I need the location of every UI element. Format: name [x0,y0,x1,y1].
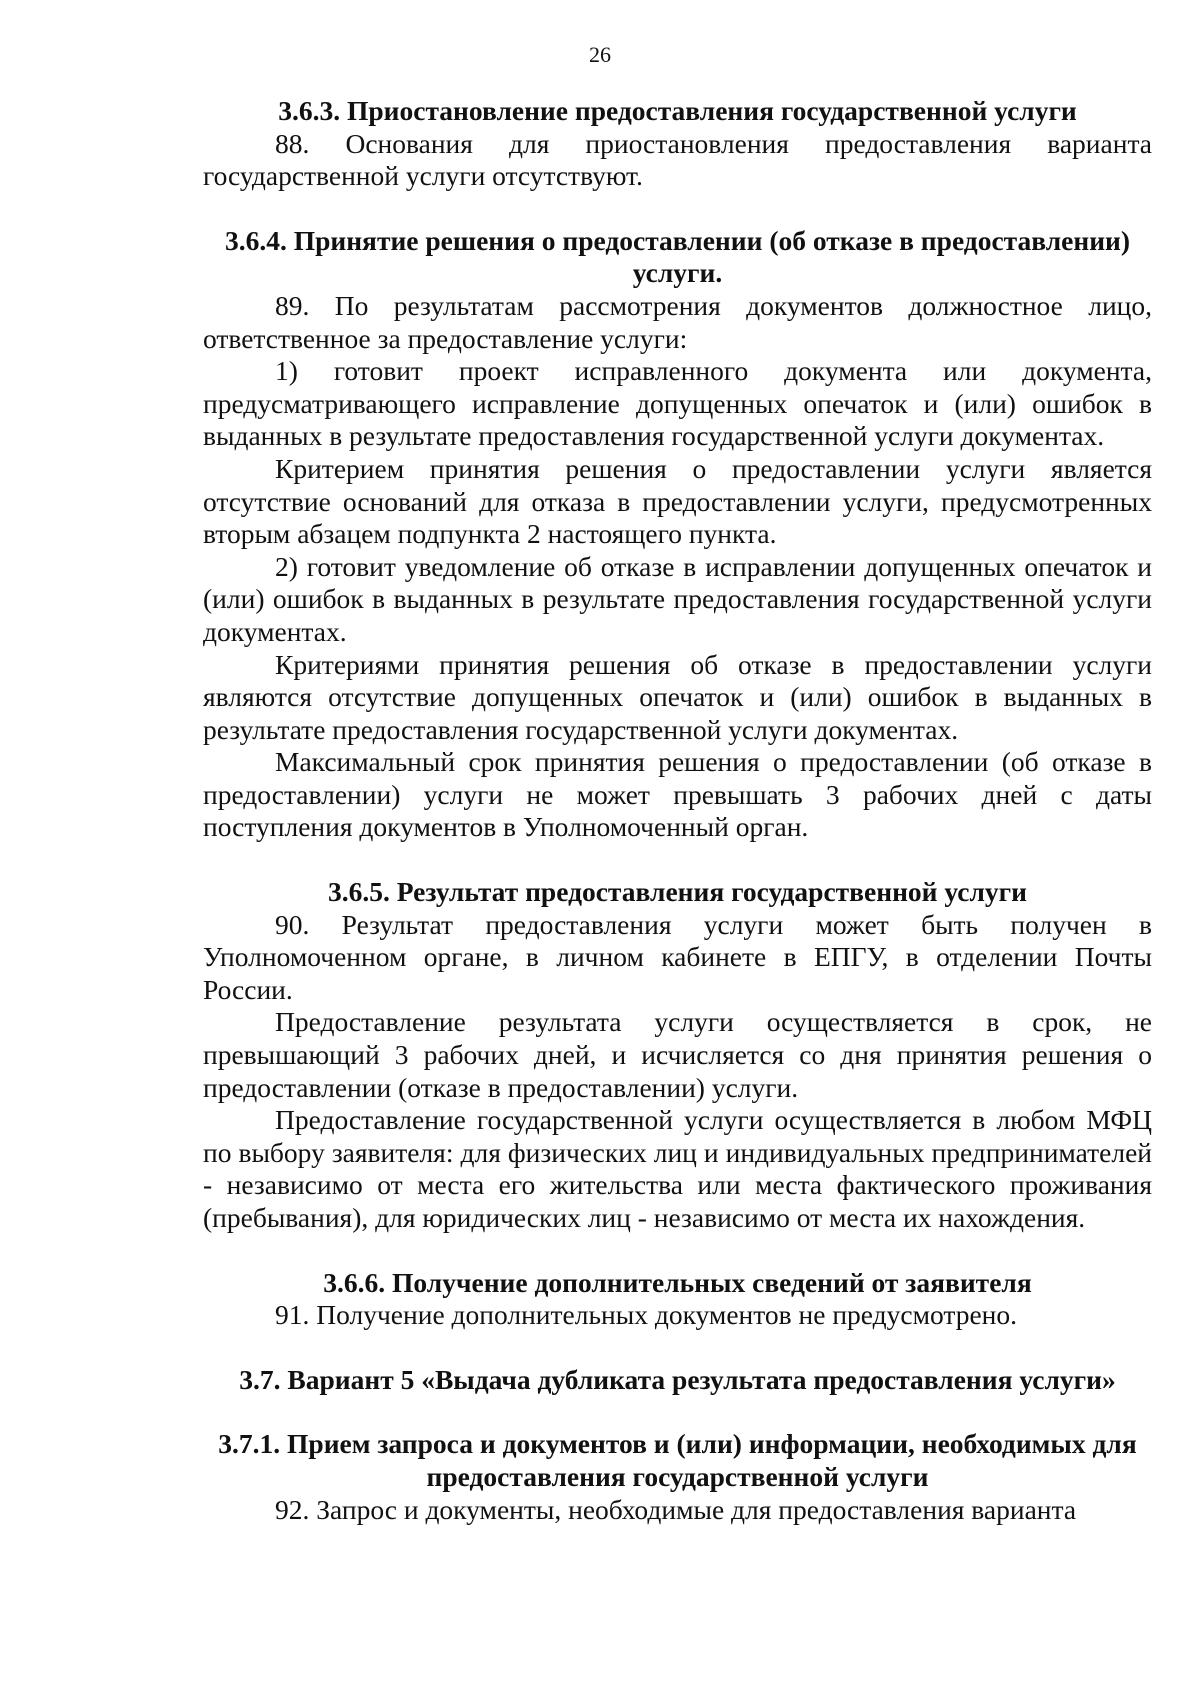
section-3-6-4 [203,225,1152,844]
spacer [203,1235,1152,1267]
paragraph: 88. Основания для приостановления предоставления варианта государственной услуги отсутствуют. [203,127,1152,192]
section-heading: 3.6.5. Результат предоставления государственной услуги [327,876,1028,908]
spacer [203,1396,1152,1428]
paragraph: Критерием принятия решения о предоставлении услуги является отсутствие оснований для отказа в предоставлении услуги, предусмотренных вторым абзацем подпункта 2 настоящего пункта. [203,452,1152,550]
section-heading: 3.7. Вариант 5 «Выдача дубликата результата предоставления услуги» [239,1363,1116,1395]
section-3-6-3 [203,95,1152,193]
section-3-6-6 [203,1267,1152,1332]
paragraph: Максимальный срок принятия решения о предоставлении (об отказе в предоставлении) услуги не может превышать 3 рабочих дней с даты поступления документов в Уполномоченный орган. [203,746,1152,843]
paragraph: 90. Результат предоставления услуги может быть получен в Уполномоченном органе, в личном кабинете в ЕПГУ, в отделении Почты России. [203,908,1152,1005]
paragraph: 89. По результатам рассмотрения документов должностное лицо, ответственное за предоставление услуги: [203,289,1152,354]
spacer [203,193,1152,225]
paragraph: 92. Запрос и документы, необходимые для предоставления варианта [275,1493,1077,1525]
section-heading: 3.6.4. Принятие решения о предоставлении (об отказе в предоставлении) услуги. [224,224,1131,289]
section-heading: 3.6.6. Получение дополнительных сведений от заявителя [323,1266,1032,1298]
spacer [203,1332,1152,1364]
page-content [203,95,1152,1526]
paragraph: 91. Получение дополнительных документов не предусмотрено. [275,1299,1018,1331]
section-3-6-5 [203,876,1152,1235]
paragraph: Предоставление результата услуги осуществляется в срок, не превышающий 3 рабочих дней, и исчисляется со дня принятия решения о предоставлении (отказе в предоставлении) услуги. [203,1006,1152,1103]
paragraph: Критериями принятия решения об отказе в предоставлении услуги являются отсутствие допущенных опечаток и (или) ошибок в выданных в результате предоставления государственной услуги документах. [203,648,1152,745]
paragraph: Предоставление государственной услуги осуществляется в любом МФЦ по выбору заявителя: для физических лиц и индивидуальных предпринимателей - независимо от места его жительства или места фактического проживания (пребывания), для юридических лиц - независимо от места их нахождения. [203,1104,1152,1233]
section-3-7-1 [203,1428,1152,1526]
page-number: 26 [589,42,611,67]
paragraph: 1) готовит проект исправленного документа или документа, предусматривающего исправление допущенных опечаток и (или) ошибок в выданных в результате предоставления государственной услуги документах. [203,355,1152,452]
paragraph: 2) готовит уведомление об отказе в исправлении допущенных опечаток и (или) ошибок в выданных в результате предоставления государственной услуги документах. [203,550,1152,647]
section-heading: 3.6.3. Приостановление предоставления государственной услуги [278,95,1077,126]
spacer [203,844,1152,876]
section-3-7 [203,1364,1152,1397]
section-heading: 3.7.1. Прием запроса и документов и (или) информации, необходимых для предоставления государственной услуги [218,1428,1137,1492]
